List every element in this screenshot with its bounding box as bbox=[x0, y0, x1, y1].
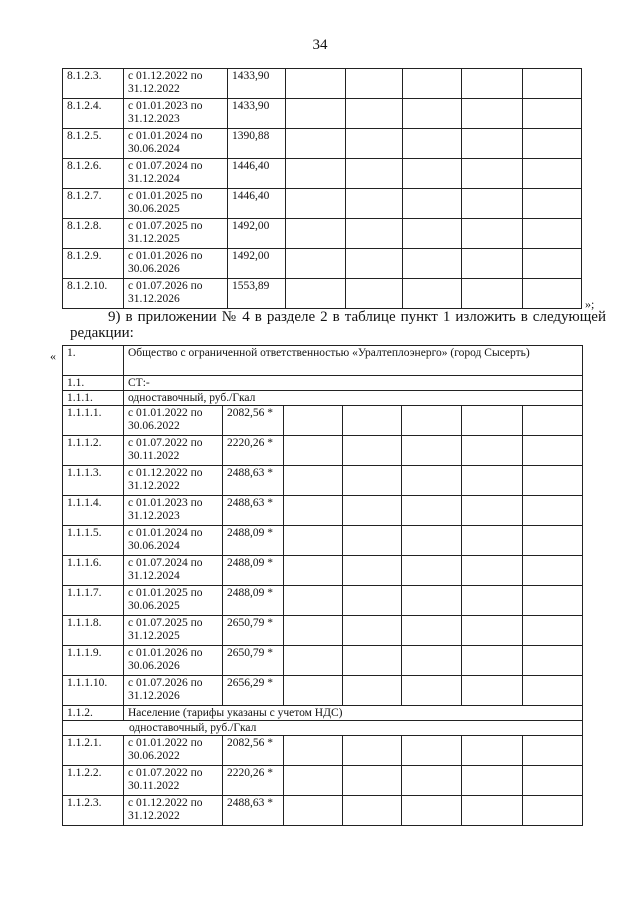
empty-cell bbox=[462, 676, 523, 706]
empty-cell bbox=[523, 129, 582, 159]
table-row bbox=[63, 219, 582, 249]
empty-cell bbox=[346, 69, 403, 99]
tariff-period: с 01.07.2026 по 31.12.2026 bbox=[124, 676, 223, 706]
table-row bbox=[63, 556, 583, 586]
tariff-period: с 01.01.2024 по 30.06.2024 bbox=[124, 129, 228, 159]
empty-cell bbox=[523, 736, 583, 766]
empty-cell bbox=[403, 219, 462, 249]
empty-cell bbox=[402, 796, 462, 826]
empty-cell bbox=[462, 69, 523, 99]
tariff-code: 1.1.2.2. bbox=[63, 766, 124, 796]
empty-cell bbox=[402, 586, 462, 616]
empty-cell bbox=[402, 646, 462, 676]
empty-cell bbox=[402, 526, 462, 556]
empty-cell bbox=[402, 736, 462, 766]
empty-cell bbox=[523, 69, 582, 99]
tariff-value: 1553,89 bbox=[228, 279, 286, 309]
tariff-code: 8.1.2.5. bbox=[63, 129, 124, 159]
tariff-value: 2650,79 * bbox=[223, 616, 284, 646]
tariff-period: с 01.07.2024 по 31.12.2024 bbox=[124, 556, 223, 586]
empty-cell bbox=[343, 436, 402, 466]
empty-cell bbox=[462, 129, 523, 159]
empty-cell bbox=[286, 189, 346, 219]
tariff-period: с 01.07.2025 по 31.12.2025 bbox=[124, 616, 223, 646]
empty-cell bbox=[462, 436, 523, 466]
empty-cell bbox=[462, 99, 523, 129]
unit-title: одноставочный, руб./Гкал bbox=[63, 721, 583, 736]
table-row bbox=[63, 796, 583, 826]
tariff-code: 1.1.1.5. bbox=[63, 526, 124, 556]
empty-cell bbox=[346, 279, 403, 309]
empty-cell bbox=[402, 496, 462, 526]
tariff-period: с 01.01.2022 по 30.06.2022 bbox=[124, 736, 223, 766]
table-row bbox=[63, 616, 583, 646]
empty-cell bbox=[523, 526, 583, 556]
empty-cell bbox=[346, 219, 403, 249]
table-row bbox=[63, 249, 582, 279]
tariff-code: 8.1.2.10. bbox=[63, 279, 124, 309]
amendment-paragraph: 9) в приложении № 4 в разделе 2 в таблице пункт 1 изложить в следующей редакции: bbox=[70, 309, 606, 341]
empty-cell bbox=[462, 159, 523, 189]
unit-title: одноставочный, руб./Гкал bbox=[124, 391, 583, 406]
tariff-value: 1492,00 bbox=[228, 249, 286, 279]
page-number: 34 bbox=[312, 37, 328, 53]
tariff-code: 8.1.2.4. bbox=[63, 99, 124, 129]
subsection-code: 1.1.2. bbox=[63, 706, 124, 721]
empty-cell bbox=[523, 189, 582, 219]
empty-cell bbox=[462, 766, 523, 796]
empty-cell bbox=[343, 646, 402, 676]
empty-cell bbox=[462, 189, 523, 219]
empty-cell bbox=[343, 586, 402, 616]
section-code: 1. bbox=[63, 346, 124, 376]
unit-code: 1.1.1. bbox=[63, 391, 124, 406]
table-row bbox=[63, 159, 582, 189]
tariff-code: 1.1.1.4. bbox=[63, 496, 124, 526]
empty-cell bbox=[462, 279, 523, 309]
tariff-value: 2488,63 * bbox=[223, 796, 284, 826]
tariff-value: 2656,29 * bbox=[223, 676, 284, 706]
tariff-period: с 01.01.2022 по 30.06.2022 bbox=[124, 406, 223, 436]
tariff-code: 8.1.2.8. bbox=[63, 219, 124, 249]
tariff-value: 2488,09 * bbox=[223, 556, 284, 586]
table-row bbox=[63, 766, 583, 796]
empty-cell bbox=[284, 796, 343, 826]
table-row bbox=[63, 496, 583, 526]
table-row bbox=[63, 676, 583, 706]
table-row bbox=[63, 466, 583, 496]
table-row bbox=[63, 69, 582, 99]
empty-cell bbox=[523, 676, 583, 706]
tariff-value: 2082,56 * bbox=[223, 736, 284, 766]
empty-cell bbox=[343, 556, 402, 586]
empty-cell bbox=[402, 466, 462, 496]
tariff-code: 1.1.2.3. bbox=[63, 796, 124, 826]
empty-cell bbox=[403, 279, 462, 309]
empty-cell bbox=[462, 586, 523, 616]
empty-cell bbox=[523, 406, 583, 436]
empty-cell bbox=[346, 249, 403, 279]
empty-cell bbox=[523, 496, 583, 526]
empty-cell bbox=[523, 556, 583, 586]
tariff-code: 1.1.1.2. bbox=[63, 436, 124, 466]
empty-cell bbox=[286, 159, 346, 189]
tariff-value: 2488,63 * bbox=[223, 466, 284, 496]
empty-cell bbox=[462, 496, 523, 526]
tariff-code: 8.1.2.3. bbox=[63, 69, 124, 99]
empty-cell bbox=[286, 279, 346, 309]
unit-row bbox=[63, 391, 583, 406]
empty-cell bbox=[284, 496, 343, 526]
empty-cell bbox=[523, 249, 582, 279]
tariff-code: 1.1.1.1. bbox=[63, 406, 124, 436]
empty-cell bbox=[286, 219, 346, 249]
empty-cell bbox=[462, 736, 523, 766]
tariff-period: с 01.07.2025 по 31.12.2025 bbox=[124, 219, 228, 249]
unit-row bbox=[63, 721, 583, 736]
empty-cell bbox=[286, 249, 346, 279]
tariff-period: с 01.01.2025 по 30.06.2025 bbox=[124, 586, 223, 616]
section-title: Общество с ограниченной ответственностью «Уралтеплоэнерго» (город Сысерть) bbox=[124, 346, 583, 376]
empty-cell bbox=[403, 249, 462, 279]
subsection-row bbox=[63, 376, 583, 391]
empty-cell bbox=[284, 406, 343, 436]
table-row bbox=[63, 646, 583, 676]
tariff-period: с 01.01.2023 по 31.12.2023 bbox=[124, 99, 228, 129]
table-row bbox=[63, 279, 582, 309]
tariff-value: 2220,26 * bbox=[223, 436, 284, 466]
empty-cell bbox=[523, 766, 583, 796]
tariff-code: 1.1.1.6. bbox=[63, 556, 124, 586]
tariff-value: 1446,40 bbox=[228, 189, 286, 219]
empty-cell bbox=[284, 646, 343, 676]
tariff-value: 2650,79 * bbox=[223, 646, 284, 676]
empty-cell bbox=[284, 766, 343, 796]
empty-cell bbox=[402, 406, 462, 436]
empty-cell bbox=[346, 99, 403, 129]
empty-cell bbox=[462, 796, 523, 826]
empty-cell bbox=[343, 526, 402, 556]
tariff-period: с 01.07.2026 по 31.12.2026 bbox=[124, 279, 228, 309]
empty-cell bbox=[343, 736, 402, 766]
empty-cell bbox=[284, 616, 343, 646]
empty-cell bbox=[403, 99, 462, 129]
empty-cell bbox=[346, 159, 403, 189]
empty-cell bbox=[343, 496, 402, 526]
tariff-code: 1.1.1.9. bbox=[63, 646, 124, 676]
tariff-value: 2488,63 * bbox=[223, 496, 284, 526]
tariff-table-continuation bbox=[62, 68, 582, 309]
empty-cell bbox=[343, 796, 402, 826]
tariff-period: с 01.12.2022 по 31.12.2022 bbox=[124, 466, 223, 496]
empty-cell bbox=[346, 189, 403, 219]
empty-cell bbox=[284, 586, 343, 616]
empty-cell bbox=[403, 159, 462, 189]
empty-cell bbox=[462, 556, 523, 586]
tariff-period: с 01.07.2022 по 30.11.2022 bbox=[124, 766, 223, 796]
empty-cell bbox=[523, 99, 582, 129]
tariff-period: с 01.01.2023 по 31.12.2023 bbox=[124, 496, 223, 526]
empty-cell bbox=[343, 406, 402, 436]
tariff-value: 1390,88 bbox=[228, 129, 286, 159]
empty-cell bbox=[462, 406, 523, 436]
table-row bbox=[63, 436, 583, 466]
table-row bbox=[63, 736, 583, 766]
tariff-code: 8.1.2.7. bbox=[63, 189, 124, 219]
table-row bbox=[63, 526, 583, 556]
empty-cell bbox=[403, 189, 462, 219]
tariff-code: 1.1.1.10. bbox=[63, 676, 124, 706]
empty-cell bbox=[284, 676, 343, 706]
empty-cell bbox=[402, 616, 462, 646]
empty-cell bbox=[523, 586, 583, 616]
tariff-value: 2082,56 * bbox=[223, 406, 284, 436]
tariff-table-new bbox=[62, 345, 583, 826]
tariff-value: 1433,90 bbox=[228, 99, 286, 129]
empty-cell bbox=[403, 129, 462, 159]
empty-cell bbox=[462, 616, 523, 646]
table-row bbox=[63, 406, 583, 436]
empty-cell bbox=[523, 219, 582, 249]
empty-cell bbox=[284, 736, 343, 766]
tariff-value: 1492,00 bbox=[228, 219, 286, 249]
empty-cell bbox=[462, 219, 523, 249]
empty-cell bbox=[523, 796, 583, 826]
empty-cell bbox=[523, 466, 583, 496]
empty-cell bbox=[286, 129, 346, 159]
subsection-code: 1.1. bbox=[63, 376, 124, 391]
tariff-code: 1.1.1.7. bbox=[63, 586, 124, 616]
subsection-row bbox=[63, 706, 583, 721]
empty-cell bbox=[462, 526, 523, 556]
empty-cell bbox=[346, 129, 403, 159]
empty-cell bbox=[462, 646, 523, 676]
table-row bbox=[63, 99, 582, 129]
table-row bbox=[63, 586, 583, 616]
tariff-period: с 01.12.2022 по 31.12.2022 bbox=[124, 796, 223, 826]
table-row bbox=[63, 189, 582, 219]
empty-cell bbox=[343, 766, 402, 796]
closing-quote-mark: »; bbox=[585, 297, 595, 311]
tariff-value: 2220,26 * bbox=[223, 766, 284, 796]
tariff-period: с 01.01.2026 по 30.06.2026 bbox=[124, 249, 228, 279]
empty-cell bbox=[284, 466, 343, 496]
empty-cell bbox=[343, 676, 402, 706]
tariff-period: с 01.07.2022 по 30.11.2022 bbox=[124, 436, 223, 466]
empty-cell bbox=[523, 616, 583, 646]
tariff-code: 8.1.2.9. bbox=[63, 249, 124, 279]
tariff-code: 8.1.2.6. bbox=[63, 159, 124, 189]
empty-cell bbox=[462, 466, 523, 496]
empty-cell bbox=[523, 159, 582, 189]
empty-cell bbox=[403, 69, 462, 99]
empty-cell bbox=[402, 676, 462, 706]
section-row bbox=[63, 346, 583, 376]
empty-cell bbox=[284, 436, 343, 466]
empty-cell bbox=[402, 766, 462, 796]
empty-cell bbox=[343, 616, 402, 646]
empty-cell bbox=[523, 436, 583, 466]
tariff-code: 1.1.2.1. bbox=[63, 736, 124, 766]
tariff-period: с 01.01.2025 по 30.06.2025 bbox=[124, 189, 228, 219]
empty-cell bbox=[523, 646, 583, 676]
subsection-title: Население (тарифы указаны с учетом НДС) bbox=[124, 706, 583, 721]
empty-cell bbox=[343, 466, 402, 496]
empty-cell bbox=[402, 556, 462, 586]
tariff-code: 1.1.1.3. bbox=[63, 466, 124, 496]
tariff-value: 1433,90 bbox=[228, 69, 286, 99]
empty-cell bbox=[523, 279, 582, 309]
tariff-period: с 01.12.2022 по 31.12.2022 bbox=[124, 69, 228, 99]
empty-cell bbox=[286, 99, 346, 129]
tariff-period: с 01.01.2026 по 30.06.2026 bbox=[124, 646, 223, 676]
empty-cell bbox=[284, 556, 343, 586]
opening-quote-mark: « bbox=[50, 349, 56, 363]
tariff-period: с 01.07.2024 по 31.12.2024 bbox=[124, 159, 228, 189]
tariff-period: с 01.01.2024 по 30.06.2024 bbox=[124, 526, 223, 556]
tariff-value: 2488,09 * bbox=[223, 586, 284, 616]
empty-cell bbox=[462, 249, 523, 279]
table-row bbox=[63, 129, 582, 159]
empty-cell bbox=[286, 69, 346, 99]
empty-cell bbox=[284, 526, 343, 556]
tariff-value: 2488,09 * bbox=[223, 526, 284, 556]
subsection-title: СТ:- bbox=[124, 376, 583, 391]
tariff-value: 1446,40 bbox=[228, 159, 286, 189]
empty-cell bbox=[402, 436, 462, 466]
tariff-code: 1.1.1.8. bbox=[63, 616, 124, 646]
